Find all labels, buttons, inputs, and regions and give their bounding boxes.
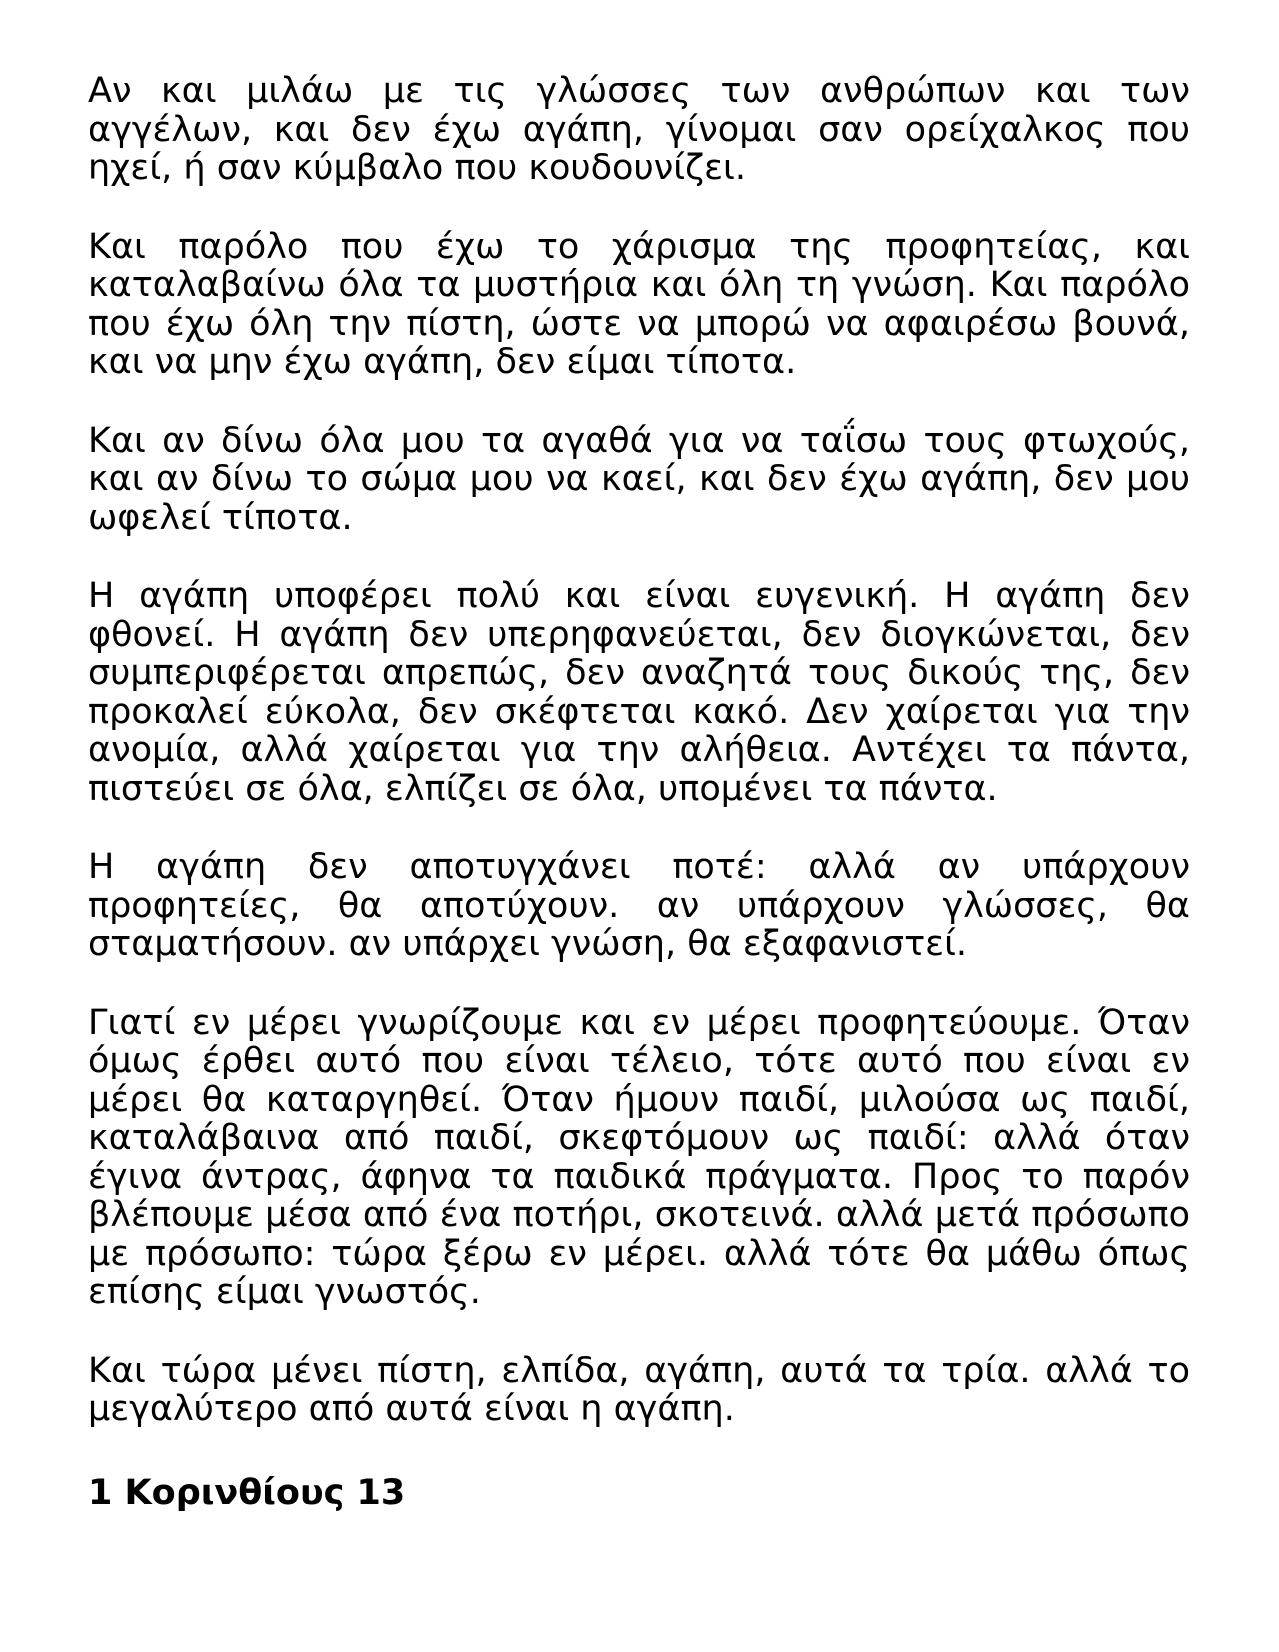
document-page bbox=[88, 72, 1190, 1513]
paragraph-2: Και παρόλο που έχω το χάρισμα της προφητείας, και καταλαβαίνω όλα τα μυστήρια και όλη τη γνώση. Και παρόλο που έχω όλη την πίστη, ώστε να μπορώ να αφαιρέσω βουνά, και να μην έχω αγάπη, δεν είμαι τίποτα. bbox=[88, 226, 1190, 382]
paragraph-4: Η αγάπη υποφέρει πολύ και είναι ευγενική. Η αγάπη δεν φθονεί. Η αγάπη δεν υπερηφανεύεται, δεν διογκώνεται, δεν συμπεριφέρεται απρεπώς, δεν αναζητά τους δικούς της, δεν προκαλεί εύκολα, δεν σκέφτεται κακό. Δεν χαίρεται για την ανομία, αλλά χαίρεται για την αλήθεια. Αντέχει τα πάντα, πιστεύει σε όλα, ελπίζει σε όλα, υπομένει τα πάντα. bbox=[88, 576, 1190, 809]
paragraph-7: Και τώρα μένει πίστη, ελπίδα, αγάπη, αυτά τα τρία. αλλά το μεγαλύτερο από αυτά είναι η αγάπη. bbox=[88, 1350, 1190, 1429]
paragraph-1: Αν και μιλάω με τις γλώσσες των ανθρώπων και των αγγέλων, και δεν έχω αγάπη, γίνομαι σαν ορείχαλκος που ηχεί, ή σαν κύμβαλο που κουδουνίζει. bbox=[88, 71, 1190, 188]
scripture-reference: 1 Κορινθίους 13 bbox=[88, 1472, 406, 1513]
paragraph-5: Η αγάπη δεν αποτυγχάνει ποτέ: αλλά αν υπάρχουν προφητείες, θα αποτύχουν. αν υπάρχουν γλώσσες, θα σταματήσουν. αν υπάρχει γνώση, θα εξαφανιστεί. bbox=[88, 847, 1190, 964]
paragraph-3: Και αν δίνω όλα μου τα αγαθά για να ταΐσω τους φτωχούς, και αν δίνω το σώμα μου να καεί, και δεν έχω αγάπη, δεν μου ωφελεί τίποτα. bbox=[88, 420, 1190, 538]
paragraph-6: Γιατί εν μέρει γνωρίζουμε και εν μέρει προφητεύουμε. Όταν όμως έρθει αυτό που είναι τέλειο, τότε αυτό που είναι εν μέρει θα καταργηθεί. Όταν ήμουν παιδί, μιλούσα ως παιδί, καταλάβαινα από παιδί, σκεφτόμουν ως παιδί: αλλά όταν έγινα άντρας, άφηνα τα παιδικά πράγματα. Προς το παρόν βλέπουμε μέσα από ένα ποτήρι, σκοτεινά. αλλά μετά πρόσωπο με πρόσωπο: τώρα ξέρω εν μέρει. αλλά τότε θα μάθω όπως επίσης είμαι γνωστός. bbox=[88, 1002, 1190, 1312]
